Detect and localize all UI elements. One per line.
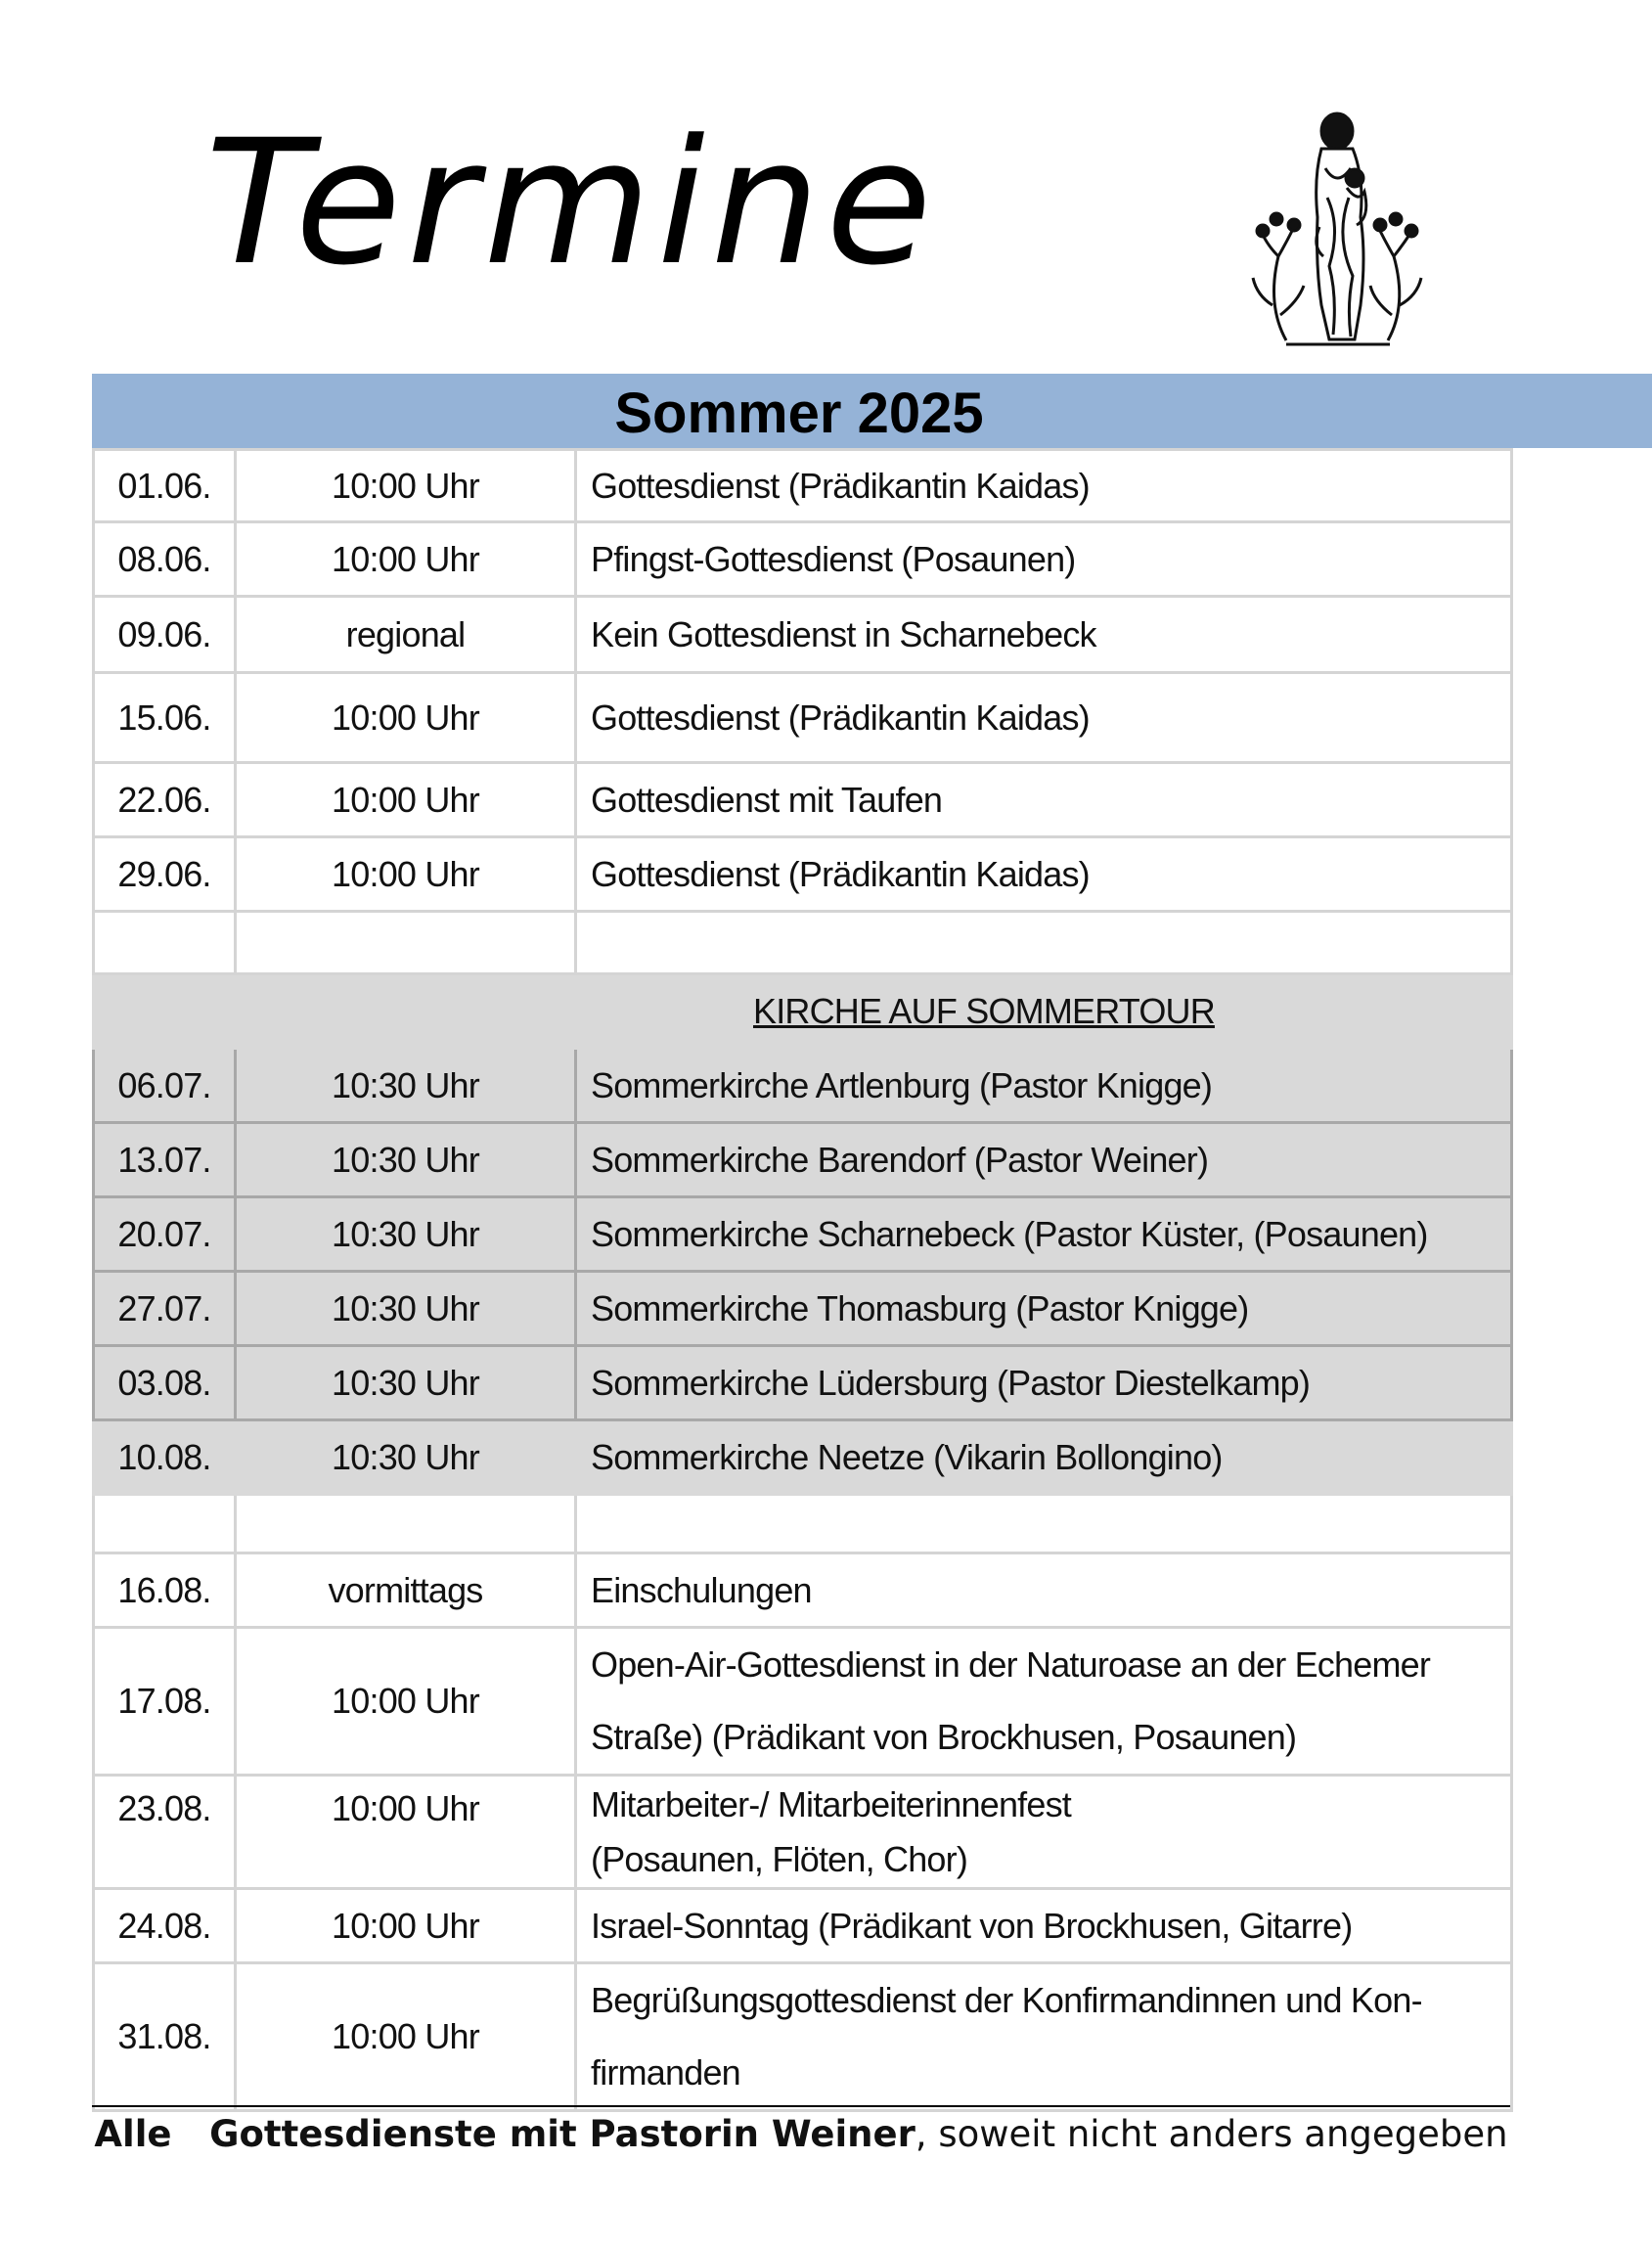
date-cell: 13.07.	[94, 1123, 236, 1197]
event-cell	[576, 1776, 1512, 1889]
table-row	[94, 763, 1512, 837]
table-row	[94, 1889, 1512, 1963]
time-cell: 10:30 Uhr	[236, 1272, 576, 1346]
event-cell: Sommerkirche Artlenburg (Pastor Knigge)	[576, 1049, 1512, 1123]
event-cell: Gottesdienst (Prädikantin Kaidas)	[576, 673, 1512, 763]
event-cell: Sommerkirche Thomasburg (Pastor Knigge)	[576, 1272, 1512, 1346]
time-cell: 10:00 Uhr	[236, 450, 576, 522]
event-cell	[576, 1495, 1512, 1553]
time-cell: 10:30 Uhr	[236, 1346, 576, 1420]
date-cell	[94, 912, 236, 974]
footer-rest: , soweit nicht anders angegeben	[915, 2113, 1508, 2155]
table-row	[94, 1776, 1512, 1889]
table-row	[94, 450, 1512, 522]
time-cell: 10:00 Uhr	[236, 837, 576, 912]
table-row	[94, 522, 1512, 597]
time-cell: 10:00 Uhr	[236, 1628, 576, 1776]
season-heading: Sommer 2025	[614, 382, 984, 445]
heading-spacer	[94, 974, 236, 1049]
date-cell	[94, 1495, 236, 1553]
date-cell: 17.08.	[94, 1628, 236, 1776]
time-cell: 10:30 Uhr	[236, 1049, 576, 1123]
event-cell: Kein Gottesdienst in Scharnebeck	[576, 597, 1512, 673]
event-cell: Einschulungen	[576, 1553, 1512, 1628]
table-row	[94, 1420, 1512, 1495]
event-line: (Posaunen, Flöten, Chor)	[591, 1838, 968, 1879]
event-cell: Sommerkirche Neetze (Vikarin Bollongino)	[576, 1420, 1512, 1495]
date-cell: 22.06.	[94, 763, 236, 837]
table-row	[94, 597, 1512, 673]
event-line: Open-Air-Gottesdienst in der Naturoase an der Echemer	[591, 1644, 1431, 1685]
event-cell: Sommerkirche Scharnebeck (Pastor Küster, (Posaunen)	[576, 1197, 1512, 1272]
summer-heading	[576, 974, 1512, 1049]
date-cell: 27.07.	[94, 1272, 236, 1346]
time-cell: 10:30 Uhr	[236, 1420, 576, 1495]
event-cell	[576, 1963, 1512, 2111]
time-cell: 10:00 Uhr	[236, 673, 576, 763]
time-cell: 10:00 Uhr	[236, 522, 576, 597]
date-cell: 24.08.	[94, 1889, 236, 1963]
time-cell: 10:30 Uhr	[236, 1197, 576, 1272]
date-cell: 15.06.	[94, 673, 236, 763]
date-cell: 06.07.	[94, 1049, 236, 1123]
event-cell: Sommerkirche Lüdersburg (Pastor Diestelkamp)	[576, 1346, 1512, 1420]
date-cell: 31.08.	[94, 1963, 236, 2111]
event-cell	[576, 912, 1512, 974]
table-row	[94, 673, 1512, 763]
date-cell: 16.08.	[94, 1553, 236, 1628]
date-cell: 03.08.	[94, 1346, 236, 1420]
table-row	[94, 1197, 1512, 1272]
table-row	[94, 1123, 1512, 1197]
date-cell: 29.06.	[94, 837, 236, 912]
date-cell: 01.06.	[94, 450, 236, 522]
time-cell	[236, 1495, 576, 1553]
date-cell: 09.06.	[94, 597, 236, 673]
time-cell: 10:00 Uhr	[236, 1889, 576, 1963]
table-row	[94, 1272, 1512, 1346]
event-cell: Israel-Sonntag (Prädikant von Brockhusen, Gitarre)	[576, 1889, 1512, 1963]
event-line: Straße) (Prädikant von Brockhusen, Posaunen)	[591, 1717, 1297, 1757]
footer-divider	[92, 2105, 1510, 2107]
table-row-empty	[94, 1495, 1512, 1553]
event-line: firmanden	[591, 2052, 740, 2092]
table-row	[94, 1553, 1512, 1628]
date-cell: 08.06.	[94, 522, 236, 597]
summer-heading-row	[94, 974, 1512, 1049]
table-row	[94, 837, 1512, 912]
heading-spacer	[236, 974, 576, 1049]
time-cell	[236, 912, 576, 974]
schedule-table	[92, 448, 1513, 2112]
madonna-with-child-and-lilies-icon	[1228, 110, 1443, 354]
event-line: Mitarbeiter-/ Mitarbeiterinnenfest	[591, 1783, 1072, 1824]
date-cell: 20.07.	[94, 1197, 236, 1272]
time-cell: 10:00 Uhr	[236, 1776, 576, 1889]
time-cell: 10:30 Uhr	[236, 1123, 576, 1197]
event-cell: Sommerkirche Barendorf (Pastor Weiner)	[576, 1123, 1512, 1197]
date-cell: 23.08.	[94, 1776, 236, 1889]
page-title: Termine	[205, 103, 938, 303]
event-cell: Gottesdienst (Prädikantin Kaidas)	[576, 450, 1512, 522]
time-cell: vormittags	[236, 1553, 576, 1628]
time-cell: 10:00 Uhr	[236, 763, 576, 837]
event-cell	[576, 1628, 1512, 1776]
footer-note	[92, 2113, 1510, 2155]
table-row	[94, 1346, 1512, 1420]
table-row	[94, 1963, 1512, 2111]
summer-heading-text: KIRCHE AUF SOMMERTOUR	[753, 990, 1215, 1031]
table-row-empty	[94, 912, 1512, 974]
event-cell: Gottesdienst (Prädikantin Kaidas)	[576, 837, 1512, 912]
footer-bold: Alle Gottesdienste mit Pastorin Weiner	[94, 2113, 915, 2155]
time-cell: regional	[236, 597, 576, 673]
date-cell: 10.08.	[94, 1420, 236, 1495]
event-cell: Pfingst-Gottesdienst (Posaunen)	[576, 522, 1512, 597]
table-row	[94, 1049, 1512, 1123]
event-cell: Gottesdienst mit Taufen	[576, 763, 1512, 837]
table-row	[94, 1628, 1512, 1776]
time-cell: 10:00 Uhr	[236, 1963, 576, 2111]
event-line: Begrüßungsgottesdienst der Konfirmandinnen und Kon-	[591, 1980, 1422, 2020]
